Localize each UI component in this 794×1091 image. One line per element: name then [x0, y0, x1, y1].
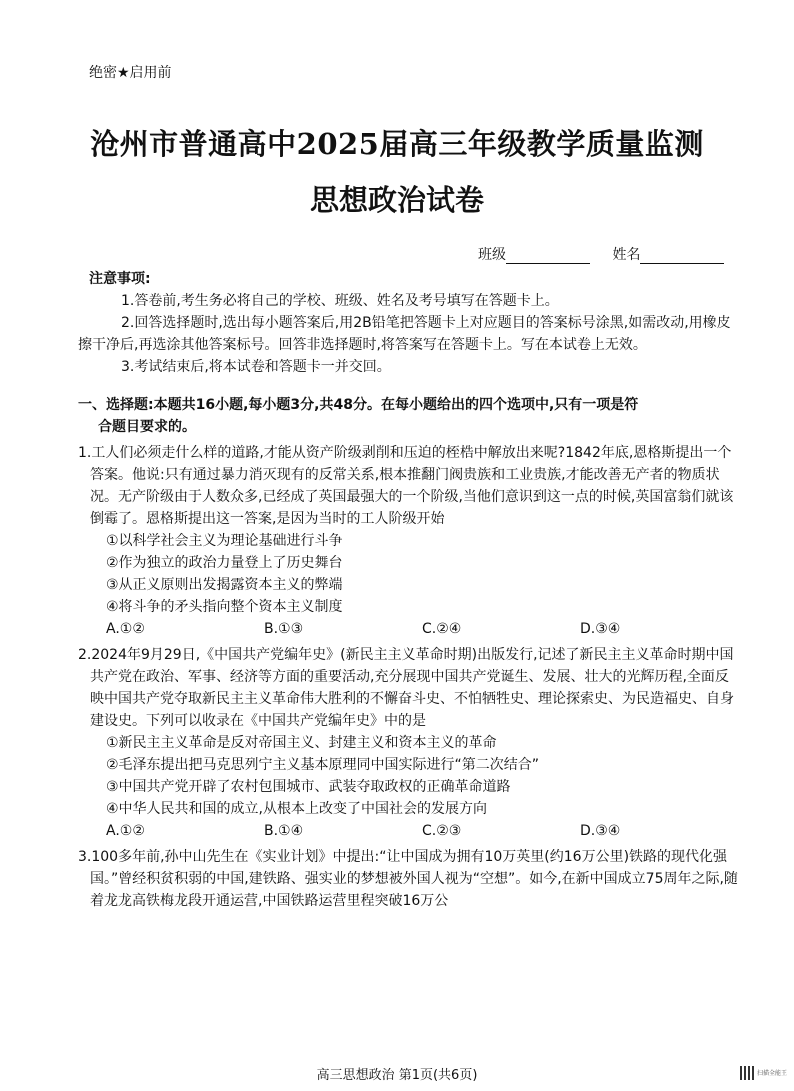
choice-b: B.①③: [264, 621, 304, 637]
question-3: [78, 846, 738, 912]
section-heading: 一、选择题:本题共16小题,每小题3分,共48分。在每小题给出的四个选项中,只有一项是符: [78, 397, 639, 413]
exam-title: 沧州市普通高中2025届高三年级教学质量监测: [90, 127, 704, 161]
page-footer: 高三思想政治 第1页(共6页): [316, 1068, 478, 1083]
choice-d: D.③④: [580, 621, 621, 637]
class-label: 班级: [478, 247, 506, 263]
question-option: ②毛泽东提出把马克思列宁主义基本原理同中国实际进行“第二次结合”: [106, 757, 540, 773]
question-option: ①以科学社会主义为理论基础进行斗争: [106, 533, 343, 549]
question-stem: 3.100多年前,孙中山先生在《实业计划》中提出:“让中国成为拥有10万英里(约16万公里)铁路的现代化强国。”曾经积贫积弱的中国,建铁路、强实业的梦想被外国人视为“空想”。如今,在新中国成立75周年之际,随着龙龙高铁梅龙段开通运营,中国铁路运营里程突破16万公: [78, 849, 738, 909]
choice-a: A.①②: [106, 621, 145, 637]
secret-mark: 绝密★启用前: [89, 65, 172, 81]
notice-item: 1.答卷前,考生务必将自己的学校、班级、姓名及考号填写在答题卡上。: [121, 293, 559, 309]
name-blank: [640, 249, 724, 264]
notice-item: 2.回答选择题时,选出每小题答案后,用2B铅笔把答题卡上对应题目的答案标号涂黑,如需改动,用橡皮擦干净后,再选涂其他答案标号。回答非选择题时,将答案写在答题卡上。写在本试卷上无效。: [78, 315, 731, 353]
question-option: ②作为独立的政治力量登上了历史舞台: [106, 555, 343, 571]
question-option: ④中华人民共和国的成立,从根本上改变了中国社会的发展方向: [106, 801, 487, 817]
student-info: [478, 244, 724, 264]
name-label: 姓名: [612, 247, 641, 263]
question-option: ③从正义原则出发揭露资本主义的弊端: [106, 577, 343, 593]
qr-code-icon: [740, 1066, 754, 1080]
notice-title: 注意事项:: [89, 271, 151, 287]
exam-subject: 思想政治试卷: [309, 183, 484, 217]
question-option: ④将斗争的矛头指向整个资本主义制度: [106, 599, 343, 615]
question-stem: 2.2024年9月29日,《中国共产党编年史》(新民主主义革命时期)出版发行,记述了新民主主义革命时期中国共产党在政治、军事、经济等方面的重要活动,充分展现中国共产党诞生、发展、壮大的光辉历程,全面反映中国共产党夺取新民主主义革命伟大胜利的不懈奋斗史、不怕牺牲史、理论探索史、为民造福史、自身建设史。下列可以收录在《中国共产党编年史》中的是: [78, 647, 734, 729]
question-option: ①新民主主义革命是反对帝国主义、封建主义和资本主义的革命: [106, 735, 497, 751]
question-1: [78, 442, 738, 640]
choice-d: D.③④: [580, 823, 621, 839]
answer-choices: [78, 618, 738, 640]
choice-c: C.②③: [422, 823, 462, 839]
choice-a: A.①②: [106, 823, 145, 839]
notice-item: 3.考试结束后,将本试卷和答题卡一并交回。: [121, 359, 391, 375]
section-heading-cont: 合题目要求的。: [98, 419, 196, 435]
choice-c: C.②④: [422, 621, 462, 637]
choice-b: B.①④: [264, 823, 304, 839]
exam-body: [78, 268, 738, 912]
answer-choices: [78, 820, 738, 842]
class-blank: [506, 249, 590, 264]
scanner-brand: 扫描全能王: [757, 1070, 788, 1077]
question-option: ③中国共产党开辟了农村包围城市、武装夺取政权的正确革命道路: [106, 779, 511, 795]
question-2: [78, 644, 738, 842]
question-stem: 1.工人们必须走什么样的道路,才能从资产阶级剥削和压迫的桎梏中解放出来呢?1842年底,恩格斯提出一个答案。他说:只有通过暴力消灭现有的反常关系,根本推翻门阀贵族和工业贵族,才能改善无产者的物质状况。无产阶级由于人数众多,已经成了英国最强大的一个阶级,当他们意识到这一点的时候,英国富翁们就该倒霉了。恩格斯提出这一答案,是因为当时的工人阶级开始: [78, 445, 734, 527]
